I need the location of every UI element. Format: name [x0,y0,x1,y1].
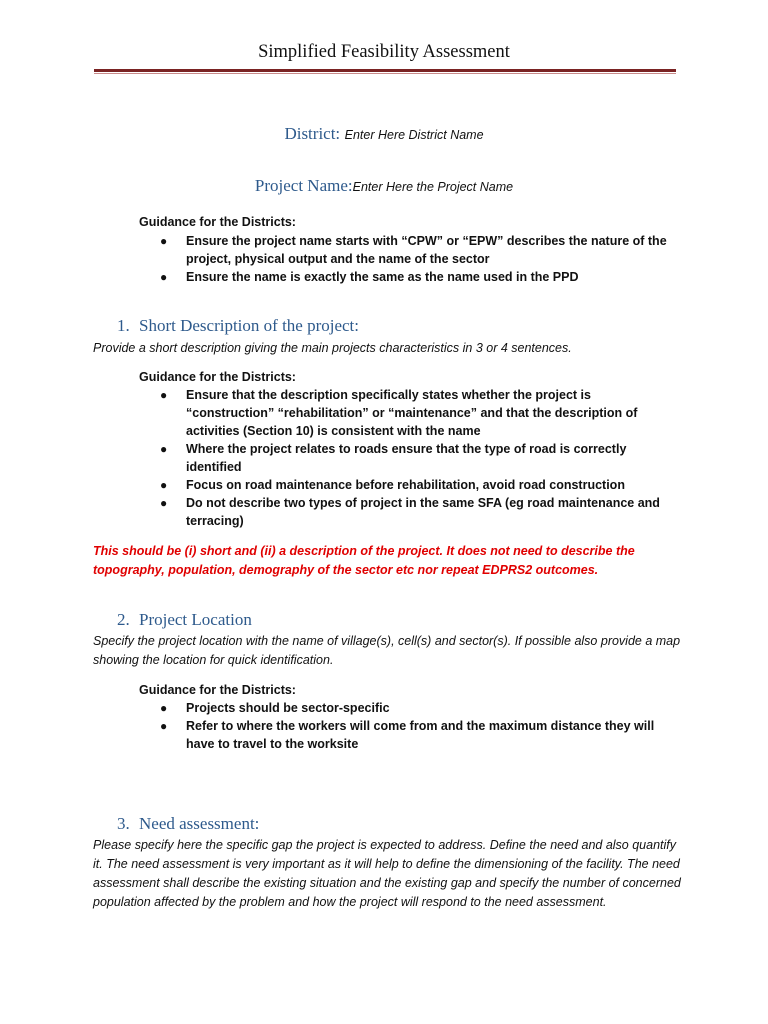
section-2-description: Specify the project location with the name of village(s), cell(s) and sector(s). If possible also provide a map showing the location for quick identification. [93,634,681,667]
guidance-item: ● Where the project relates to roads ensure that the type of road is correctly identified [160,442,627,474]
section-number: 3. [117,814,130,833]
bullet-icon: ● [160,496,168,510]
guidance-title: Guidance for the Districts: [139,215,296,229]
project-name-label: Project Name: [254,176,353,195]
guidance-list [139,699,679,753]
guidance-item: ● Focus on road maintenance before rehabilitation, avoid road construction [160,478,625,492]
section-title: Project Location [139,610,252,629]
guidance-item: ● Refer to where the workers will come from and the maximum distance they will have to travel to the worksite [160,719,655,751]
document-title: Simplified Feasibility Assessment [258,42,510,62]
guidance-item: ● Ensure the project name starts with “CPW” or “EPW” describes the nature of the project, physical output and the name of the sector [160,234,667,266]
project-name-field [0,176,768,196]
section-2-heading [117,610,252,630]
guidance-item: ● Projects should be sector-specific [160,701,390,715]
bullet-icon: ● [160,442,168,456]
section-title: Need assessment: [139,814,260,833]
guidance-title: Guidance for the Districts: [139,683,296,697]
guidance-title: Guidance for the Districts: [139,370,296,384]
bullet-icon: ● [160,270,168,284]
bullet-icon: ● [160,701,168,715]
guidance-item: ● Do not describe two types of project in the same SFA (eg road maintenance and terracing) [160,496,660,528]
bullet-icon: ● [160,234,168,248]
project-name-value[interactable]: Enter Here the Project Name [352,180,514,194]
guidance-item: ● Ensure the name is exactly the same as the name used in the PPD [160,270,579,284]
section-number: 1. [117,316,130,335]
guidance-list [139,386,679,530]
district-label: District: [284,124,341,143]
bullet-icon: ● [160,388,168,402]
bullet-icon: ● [160,478,168,492]
section-title: Short Description of the project: [139,316,360,335]
section-1-warning: This should be (i) short and (ii) a description of the project. It does not need to describe the topography, population, demography of the sector etc nor repeat EDPRS2 outcomes. [93,544,635,577]
section-number: 2. [117,610,130,629]
section-1-heading [117,316,359,336]
section-1-description: Provide a short description giving the main projects characteristics in 3 or 4 sentences. [93,341,572,355]
guidance-item: ● Ensure that the description specifically states whether the project is “construction” “rehabilitation” or “maintenance” and that the description of activities (Section 10) is consistent with the name [160,388,638,438]
header-rule-shadow [94,73,676,74]
section-3-description: Please specify here the specific gap the project is expected to address. Define the need and also quantify it. The need assessment is very important as it will help to define the dimensioning of the facility. The need assessment shall describe the existing situation and the existing gap and specify the number of concerned population affected by the problem and how the project will respond to the need assessment. [93,838,681,909]
bullet-icon: ● [160,719,168,733]
header-rule [94,69,676,72]
district-value[interactable]: Enter Here District Name [344,128,484,142]
guidance-list [139,232,679,286]
section-3-heading [117,814,259,834]
district-field [0,124,768,144]
